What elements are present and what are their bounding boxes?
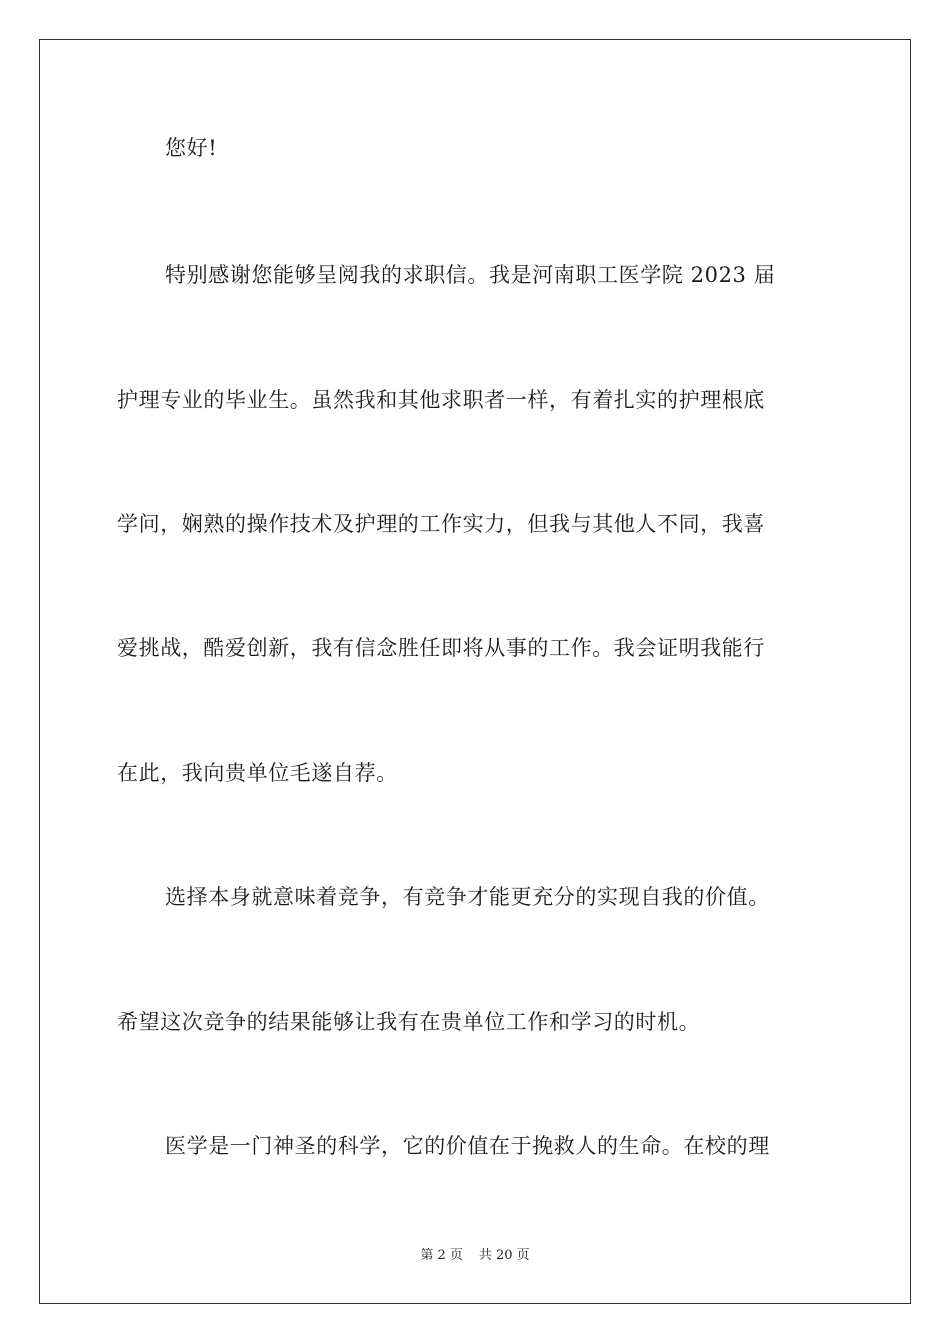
page-total: 共 20 页 (478, 1248, 530, 1263)
paragraph-line: 学问，娴熟的操作技术及护理的工作实力，但我与其他人不同，我喜 (117, 512, 765, 536)
paragraph-line: 医学是一门神圣的科学，它的价值在于挽救人的生命。在校的理 (165, 1134, 770, 1158)
paragraph-line: 特别感谢您能够呈阅我的求职信。我是河南职工医学院 2023 届 (165, 263, 776, 287)
paragraph-line: 爱挑战，酷爱创新，我有信念胜任即将从事的工作。我会证明我能行 (117, 636, 765, 660)
page-footer (0, 1247, 950, 1265)
paragraph-line: 在此，我向贵单位毛遂自荐。 (117, 761, 398, 785)
paragraph-line: 护理专业的毕业生。虽然我和其他求职者一样，有着扎实的护理根底 (117, 388, 765, 412)
paragraph-line: 选择本身就意味着竞争，有竞争才能更充分的实现自我的价值。 (165, 885, 770, 909)
greeting-line: 您好! (165, 136, 218, 160)
page-border (39, 39, 911, 1304)
paragraph-line: 希望这次竞争的结果能够让我有在贵单位工作和学习的时机。 (117, 1010, 701, 1034)
page-number: 第 2 页 (420, 1248, 463, 1263)
